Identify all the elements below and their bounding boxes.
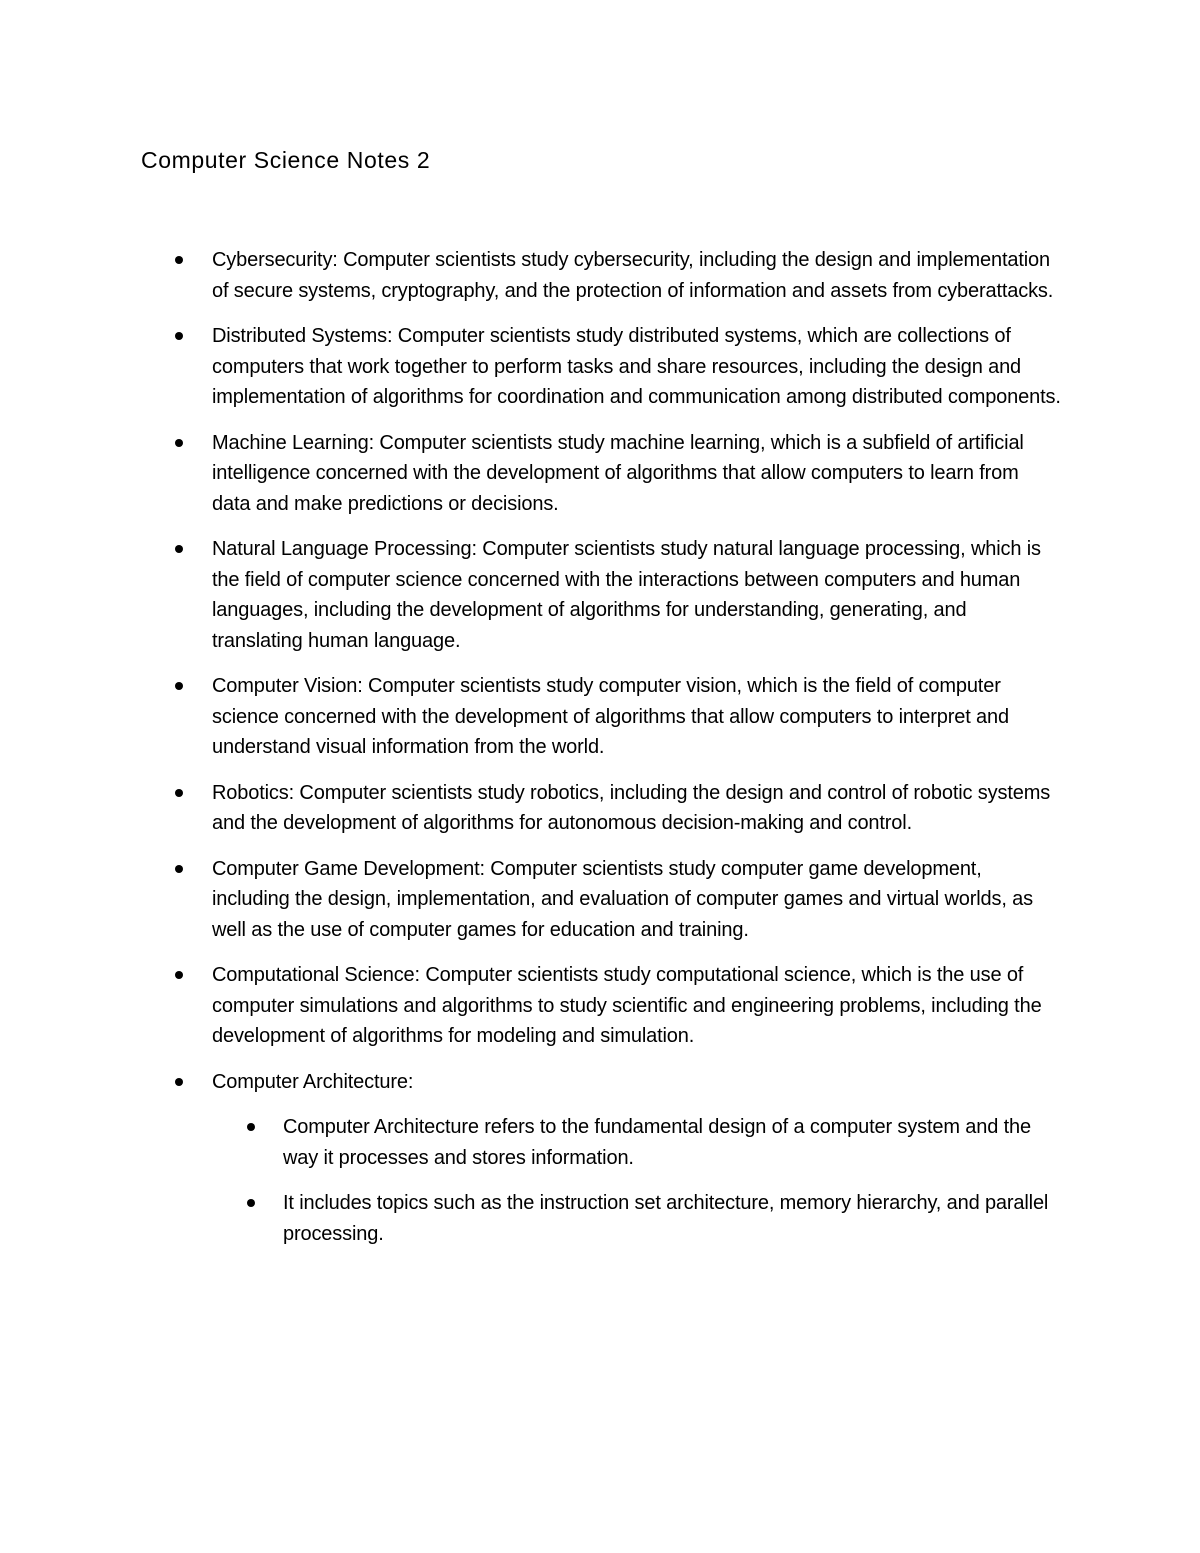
- list-item-text: Distributed Systems: Computer scientists study distributed systems, which are collections of computers that work together to perform tasks and share resources, including the design and implementation of algorithms for coordination and communication among distributed components.: [212, 325, 1061, 408]
- bullet-icon: [247, 1199, 255, 1207]
- bullet-icon: [175, 1078, 183, 1086]
- list-item-computer-vision: [0, 671, 1062, 763]
- list-item-distributed-systems: [0, 321, 1062, 413]
- list-item-text: Machine Learning: Computer scientists study machine learning, which is a subfield of artificial intelligence concerned with the development of algorithms that allow computers to learn from data and make predictions or decisions.: [212, 431, 1024, 515]
- list-item-text: Computer Game Development: Computer scientists study computer game development, including the design, implementation, and evaluation of computer games and virtual worlds, as well as the use of computer games for education and training.: [212, 857, 1033, 941]
- bullet-icon: [175, 865, 183, 873]
- list-item-text: Computer Architecture:: [212, 1070, 414, 1093]
- list-item-computer-game-development: [0, 854, 1062, 946]
- list-item-cybersecurity: [0, 245, 1062, 306]
- bullet-icon: [175, 971, 183, 979]
- bullet-icon: [175, 439, 183, 447]
- list-item-text: Natural Language Processing: Computer scientists study natural language processing, which is the field of computer science concerned with the interactions between computers and human languages, including the development of algorithms for understanding, generating, and translating human language.: [212, 538, 1041, 652]
- sub-list-item: [0, 1112, 1063, 1173]
- list-item-computer-architecture: [0, 1067, 1062, 1098]
- list-item-robotics: [0, 778, 1062, 839]
- list-item-natural-language-processing: [0, 534, 1062, 656]
- list-item-text: Computer Architecture refers to the fundamental design of a computer system and the way it processes and stores information.: [283, 1116, 1031, 1169]
- bullet-icon: [175, 789, 183, 797]
- sub-list-item: [0, 1188, 1063, 1249]
- bullet-icon: [175, 256, 183, 264]
- list-item-machine-learning: [0, 428, 1062, 520]
- bullet-icon: [175, 682, 183, 690]
- bullet-icon: [175, 332, 183, 340]
- list-item-text: Robotics: Computer scientists study robotics, including the design and control of robotic systems and the development of algorithms for autonomous decision-making and control.: [212, 781, 1051, 834]
- list-item-text: It includes topics such as the instruction set architecture, memory hierarchy, and parallel processing.: [283, 1192, 1049, 1245]
- list-item-computational-science: [0, 960, 1062, 1052]
- list-item-text: Computer Vision: Computer scientists study computer vision, which is the field of computer science concerned with the development of algorithms that allow computers to interpret and understand visual information from the world.: [212, 675, 1009, 758]
- bullet-icon: [175, 545, 183, 553]
- bullet-icon: [247, 1123, 255, 1131]
- bullet-list: [0, 245, 1200, 1264]
- page-title: Computer Science Notes 2: [141, 147, 431, 173]
- list-item-text: Cybersecurity: Computer scientists study cybersecurity, including the design and implementation of secure systems, cryptography, and the protection of information and assets from cyberattacks.: [212, 249, 1054, 302]
- list-item-text: Computational Science: Computer scientists study computational science, which is the use of computer simulations and algorithms to study scientific and engineering problems, including the development of algorithms for modeling and simulation.: [212, 964, 1042, 1047]
